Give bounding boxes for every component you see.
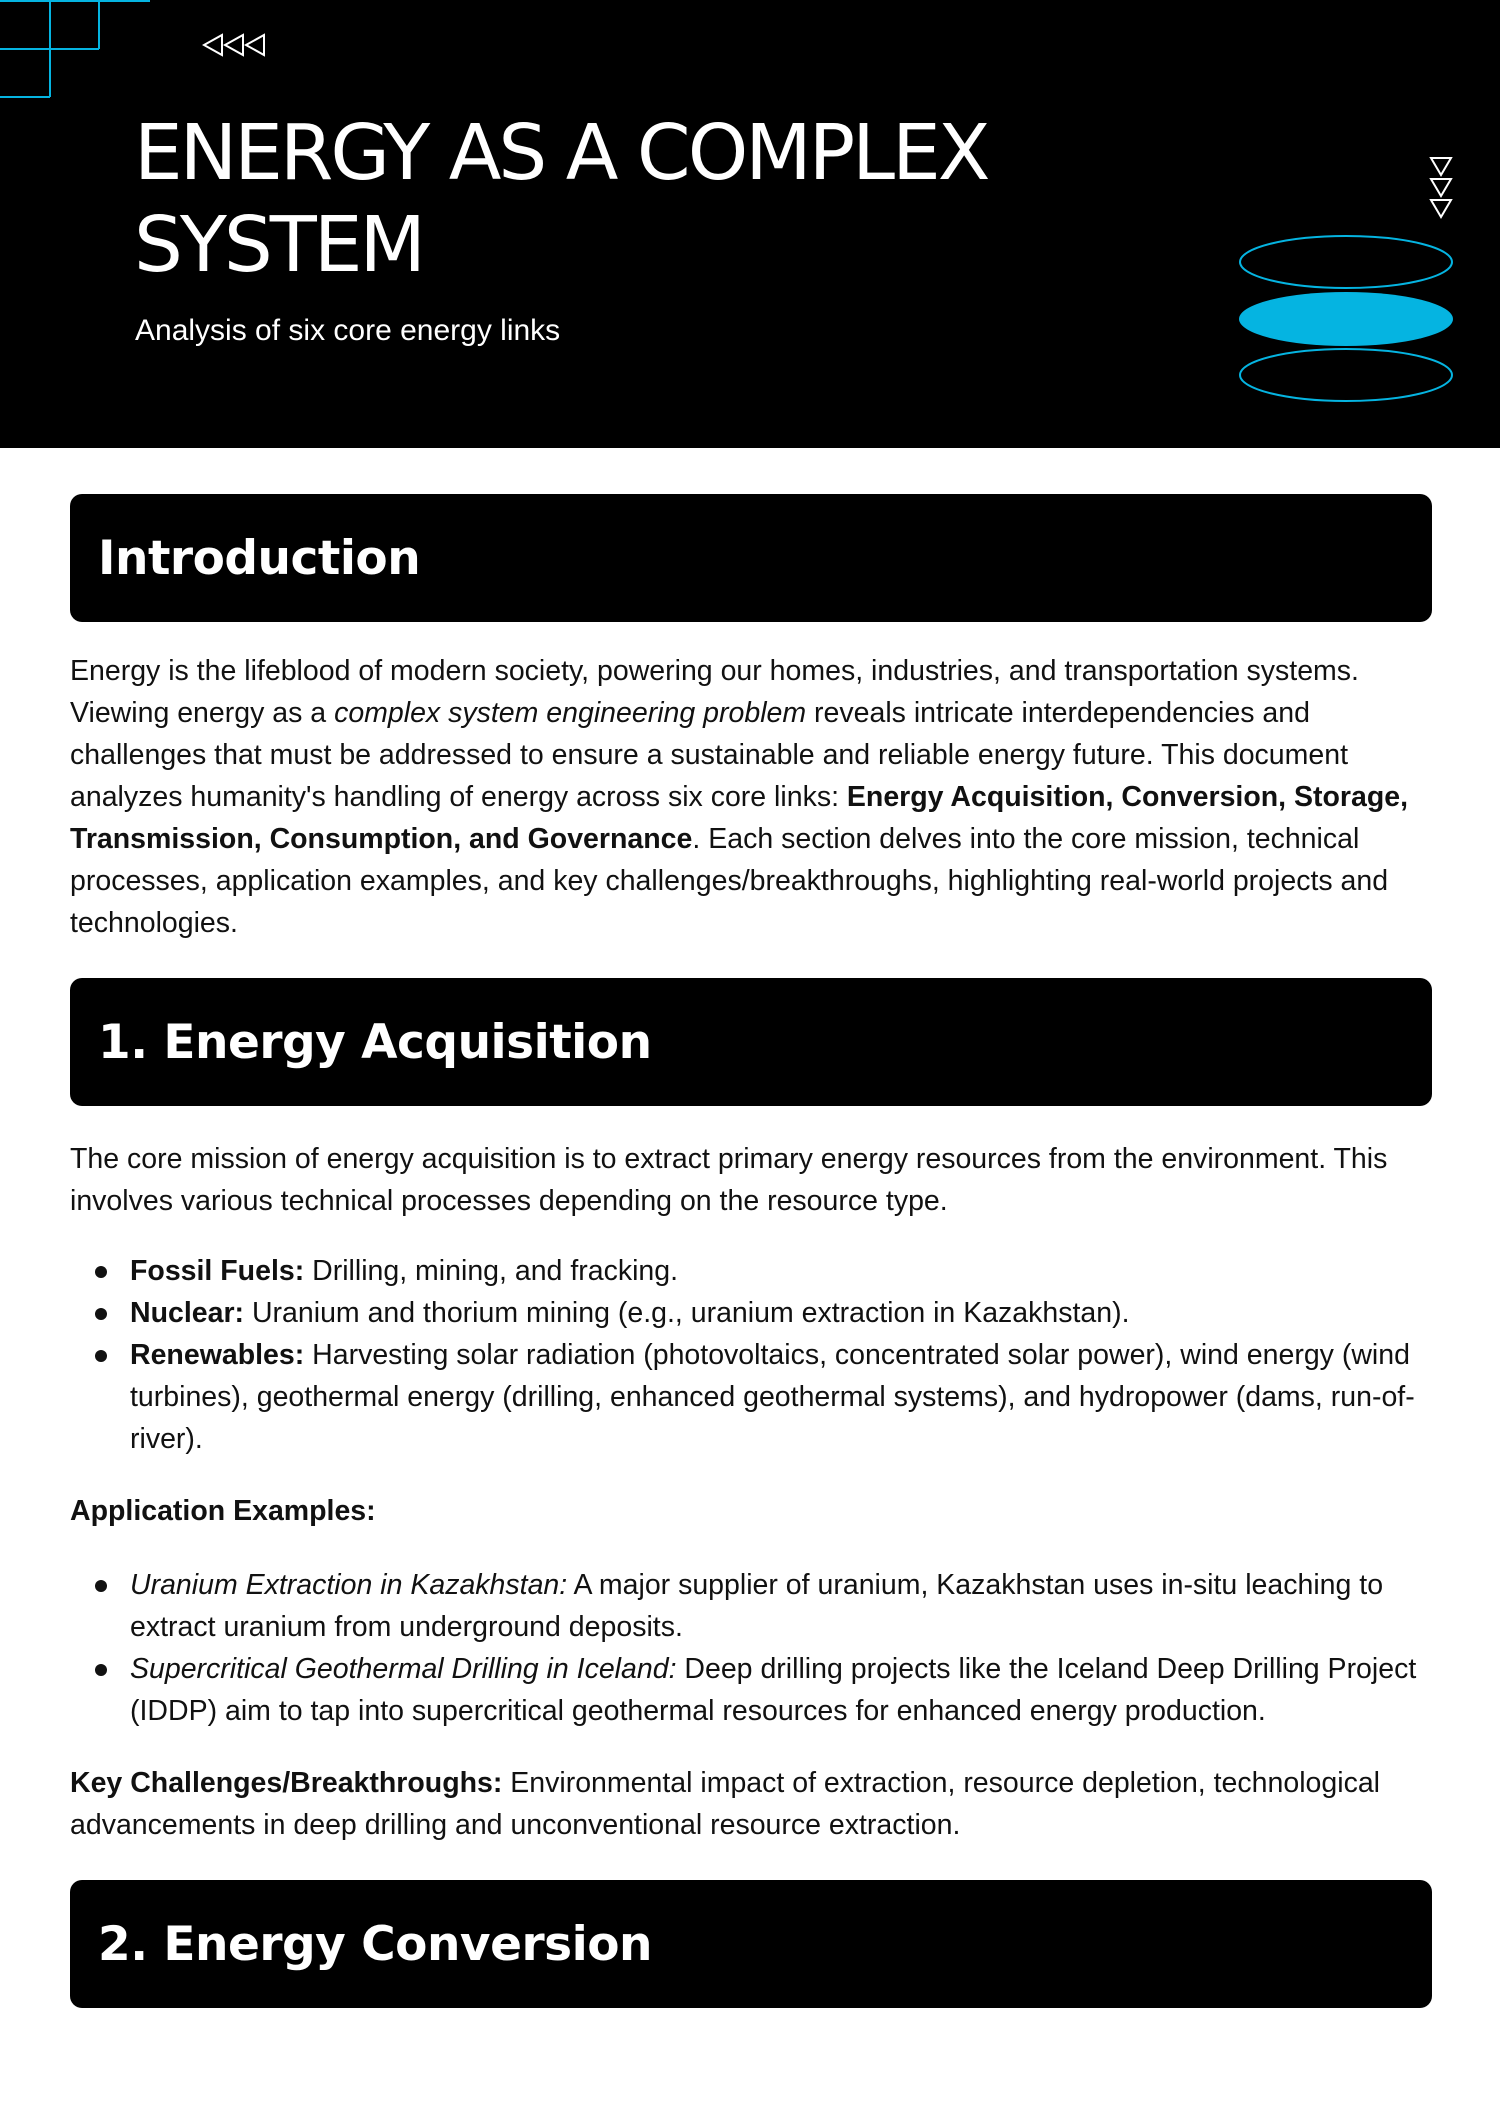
list-item [70, 1292, 1432, 1334]
introduction-paragraph [70, 650, 1432, 944]
list-item [70, 1564, 1432, 1648]
acquisition-intro-paragraph: The core mission of energy acquisition is to extract primary energy resources from the environment. This involves various technical processes depending on the resource type. [70, 1143, 1388, 1217]
text-run: Energy is the lifeblood of modern society, powering our homes, industries, and transportation systems. Viewing energy as a [70, 655, 1359, 729]
page-title: ENERGY AS A COMPLEX SYSTEM [134, 109, 988, 290]
energy-acquisition-section [70, 978, 1432, 1846]
list-item [70, 1648, 1432, 1732]
item-text: A major supplier of uranium, Kazakhstan uses in-situ leaching to extract uranium from underground deposits. [130, 1569, 1384, 1643]
item-label: Renewables: [130, 1339, 305, 1371]
section-header-energy-acquisition [70, 978, 1432, 1106]
item-label: Fossil Fuels: [130, 1255, 305, 1287]
item-label: Uranium Extraction in Kazakhstan: [130, 1569, 568, 1601]
item-text: Harvesting solar radiation (photovoltaics, concentrated solar power), wind energy (wind turbines), geothermal energy (drilling, enhanced geothermal systems), and hydropower (dams, run-of-river). [130, 1339, 1415, 1455]
grid-squares-icon [0, 0, 152, 100]
page-subtitle: Analysis of six core energy links [135, 314, 561, 347]
challenges-paragraph [70, 1762, 1432, 1846]
section-title: 1. Energy Acquisition [98, 1014, 652, 1070]
text-run: reveals intricate interdependencies and challenges that must be addressed to ensure a sustainable and reliable energy future. This document analyzes humanity's handling of energy across six core links: [70, 697, 1349, 813]
item-label: Nuclear: [130, 1297, 245, 1329]
introduction-section [70, 494, 1432, 944]
challenges-label: Key Challenges/Breakthroughs: [70, 1767, 503, 1799]
process-list [70, 1250, 1432, 1460]
item-label: Supercritical Geothermal Drilling in Iceland: [130, 1653, 677, 1685]
document-body [70, 494, 1432, 2008]
hero-header [0, 0, 1500, 448]
energy-conversion-section [70, 1880, 1432, 2008]
section-title: 2. Energy Conversion [98, 1916, 652, 1972]
list-item [70, 1334, 1432, 1460]
list-item [70, 1250, 1432, 1292]
stacked-rings-icon [1236, 232, 1456, 406]
bold-text: Energy Acquisition, Conversion, Storage, Transmission, Consumption, and Governance [70, 781, 1409, 855]
section-header-introduction [70, 494, 1432, 622]
triple-down-arrow-icon [1428, 156, 1454, 222]
emphasis-text: complex system engineering problem [334, 697, 807, 729]
section-title: Introduction [98, 530, 421, 586]
item-text: Deep drilling projects like the Iceland Deep Drilling Project (IDDP) aim to tap into supercritical geothermal resources for enhanced energy production. [130, 1653, 1417, 1727]
examples-list [70, 1564, 1432, 1732]
item-text: Drilling, mining, and fracking. [304, 1255, 679, 1287]
examples-heading: Application Examples: [70, 1495, 376, 1527]
item-text: Uranium and thorium mining (e.g., uranium extraction in Kazakhstan). [244, 1297, 1130, 1329]
text-run: . Each section delves into the core mission, technical processes, application examples, and key challenges/breakthroughs, highlighting real-world projects and technologies. [70, 823, 1389, 939]
section-header-energy-conversion [70, 1880, 1432, 2008]
challenges-text: Environmental impact of extraction, resource depletion, technological advancements in deep drilling and unconventional resource extraction. [70, 1767, 1381, 1841]
triple-left-arrow-icon [202, 32, 268, 58]
